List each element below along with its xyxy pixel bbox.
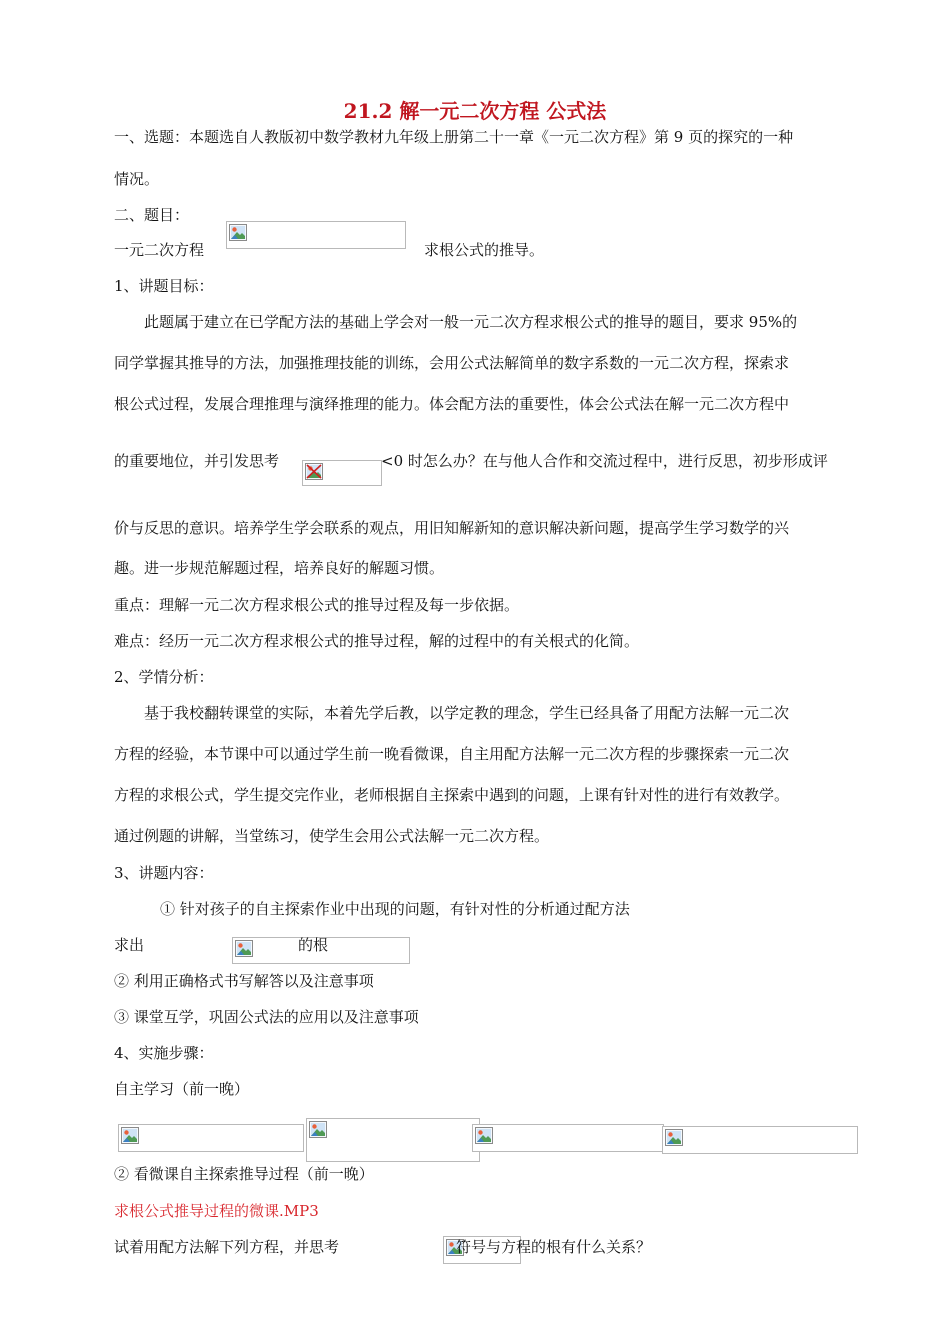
broken-image-icon bbox=[229, 224, 247, 241]
text-line: 方程的求根公式，学生提交完作业，老师根据自主探索中遇到的问题，上课有针对性的进行有效教学。 bbox=[114, 786, 790, 804]
text-line: 难点：经历一元二次方程求根公式的推导过程，解的过程中的有关根式的化简。 bbox=[114, 632, 640, 650]
formula-image-placeholder bbox=[302, 460, 382, 486]
text-line: 自主学习（前一晚） bbox=[114, 1080, 250, 1098]
page-title: 21.2 解一元二次方程 公式法 bbox=[343, 99, 607, 123]
broken-image-icon bbox=[309, 1121, 327, 1138]
text-line: 趣。进一步规范解题过程，培养良好的解题习惯。 bbox=[114, 559, 445, 577]
formula-image-placeholder bbox=[306, 1118, 480, 1162]
text-line: ② 利用正确格式书写解答以及注意事项 bbox=[114, 972, 374, 990]
text-line: ② 看微课自主探索推导过程（前一晚） bbox=[114, 1165, 374, 1183]
broken-image-icon bbox=[665, 1129, 683, 1146]
broken-image-icon bbox=[235, 940, 253, 957]
text-line: 二、题目： bbox=[114, 206, 190, 224]
text-line: 一、选题：本题选自人教版初中数学教材九年级上册第二十一章《一元二次方程》第 9 页的探究的一种 bbox=[114, 128, 794, 146]
text-line: 根公式过程，发展合理推理与演绎推理的能力。体会配方法的重要性，体会公式法在解一元二次方程中 bbox=[114, 395, 790, 413]
text-line: <0 时怎么办？在与他人合作和交流过程中，进行反思，初步形成评 bbox=[381, 452, 828, 470]
text-line: 求根公式的推导。 bbox=[424, 241, 545, 259]
video-link[interactable]: 求根公式推导过程的微课.MP3 bbox=[114, 1202, 319, 1220]
text-line: 重点：理解一元二次方程求根公式的推导过程及每一步依据。 bbox=[114, 596, 520, 614]
text-line: 情况。 bbox=[114, 170, 160, 188]
broken-image-icon bbox=[305, 463, 323, 480]
text-line: ③ 课堂互学，巩固公式法的应用以及注意事项 bbox=[114, 1008, 419, 1026]
text-line: 求出 bbox=[114, 936, 145, 954]
text-line: 的重要地位，并引发思考 bbox=[114, 452, 280, 470]
text-line: 此题属于建立在已学配方法的基础上学会对一般一元二次方程求根公式的推导的题目，要求 95%的 bbox=[144, 313, 798, 331]
formula-image-placeholder bbox=[226, 221, 406, 249]
broken-image-icon bbox=[475, 1127, 493, 1144]
text-line: 一元二次方程 bbox=[114, 241, 205, 259]
text-line: 2、学情分析： bbox=[114, 668, 214, 686]
text-line: 4、实施步骤： bbox=[114, 1044, 214, 1062]
formula-image-placeholder bbox=[472, 1124, 664, 1152]
text-line: 3、讲题内容： bbox=[114, 864, 214, 882]
text-line: 同学掌握其推导的方法，加强推理技能的训练，会用公式法解简单的数字系数的一元二次方程，探索求 bbox=[114, 354, 790, 372]
text-line: 符号与方程的根有什么关系？ bbox=[456, 1238, 652, 1256]
text-line: 试着用配方法解下列方程，并思考 bbox=[114, 1238, 340, 1256]
text-line: ① 针对孩子的自主探索作业中出现的问题，有针对性的分析通过配方法 bbox=[160, 900, 630, 918]
formula-image-placeholder bbox=[118, 1124, 304, 1152]
broken-image-icon bbox=[121, 1127, 139, 1144]
text-line: 的根 bbox=[298, 936, 329, 954]
text-line: 通过例题的讲解，当堂练习，使学生会用公式法解一元二次方程。 bbox=[114, 827, 550, 845]
text-line: 方程的经验，本节课中可以通过学生前一晚看微课，自主用配方法解一元二次方程的步骤探索一元二次 bbox=[114, 745, 790, 763]
text-line: 基于我校翻转课堂的实际，本着先学后教，以学定教的理念，学生已经具备了用配方法解一元二次 bbox=[144, 704, 790, 722]
formula-image-placeholder bbox=[662, 1126, 858, 1154]
text-line: 1、讲题目标： bbox=[114, 277, 214, 295]
text-line: 价与反思的意识。培养学生学会联系的观点，用旧知解新知的意识解决新问题，提高学生学习数学的兴 bbox=[114, 519, 790, 537]
